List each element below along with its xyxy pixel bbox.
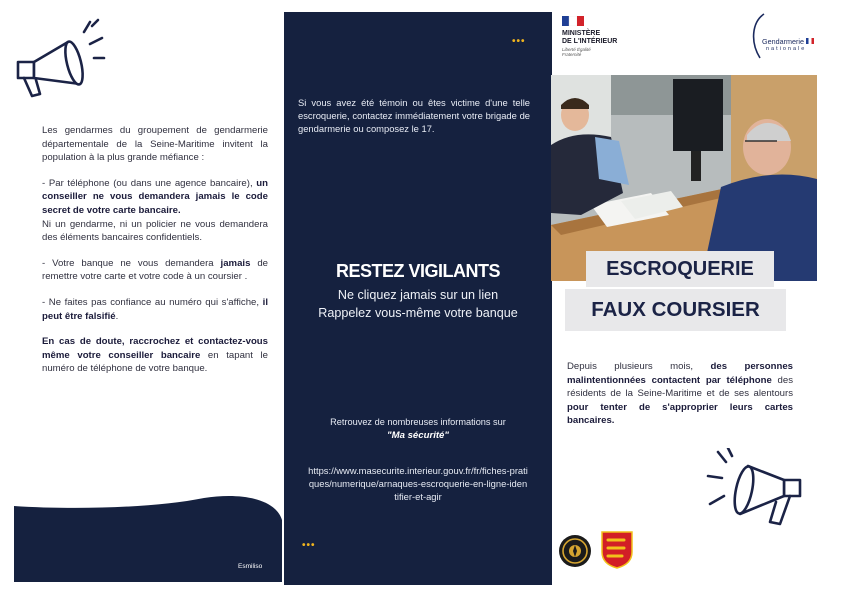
right-body-text: Depuis plusieurs mois, des personnes malintentionnées contactent par téléphone des résidents de la Seine-Maritime et de ses alentours pour tenter de s'approprier leurs cartes bancaires. [567,361,794,427]
gendarmerie-logo [748,12,824,62]
marianne-logo [562,16,584,26]
credit-text: Esmiliso [238,563,263,570]
gendarmerie-name: Gendarmerie [762,37,804,46]
left-number-warning: - Ne faites pas confiance au numéro qui s'affiche, il peut être falsifié. [42,296,268,322]
left-phone-warning: - Par téléphone (ou dans une agence bancaire), un conseiller ne vous demandera jamais le code secret de votre carte bancaire. Ni un gendarme, ni un policier ne vous demandera des éléments bancaires confidentiels. [42,177,268,244]
gendarmerie-subtitle: nationale [766,46,807,52]
left-body-text [42,124,268,388]
middle-info-title: "Ma sécurité" [387,430,449,441]
left-bank-warning: - Votre banque ne vous demandera jamais de remettre votre carte et votre code à un coursier . [42,257,269,283]
title-faux-coursier: FAUX COURSIER [565,289,786,331]
title-escroquerie: ESCROQUERIE [586,251,774,287]
ministry-name: MINISTÈRE DE L'INTÉRIEUR [562,30,618,45]
ministry-logo [558,14,648,70]
middle-intro: Si vous avez été témoin ou êtes victime d'une telle escroquerie, contactez immédiatement votre brigade de gendarmerie ou composez le 17. [298,97,530,135]
dots-top: ••• [512,36,526,47]
left-intro: Les gendarmes du groupement de gendarmerie départementale de la Seine-Maritime invitent la population à la plus grande méfiance : [42,125,268,164]
middle-url-link[interactable]: https://www.masecurite.interieur.gouv.fr/fr/fiches-pratiques/numerique/arnaques-escroquerie-en-ligne-identifier-et-agir [308,465,528,502]
flag-icon [806,38,814,44]
gendarmerie-badge [558,532,592,570]
middle-info-text: Retrouvez de nombreuses informations sur [330,417,506,427]
middle-panel [284,12,552,585]
middle-headline: RESTEZ VIGILANTS [335,261,500,281]
left-doubt-advice: En cas de doute, raccrochez et contactez-vous même votre conseiller bancaire en tapant le numéro de téléphone de votre banque. [42,336,268,375]
ministry-motto: Liberté Égalité Fraternité [562,47,591,57]
dots-bottom: ••• [302,540,316,551]
middle-advice-2: Rappelez vous-même votre banque [318,306,518,320]
middle-advice-1: Ne cliquez jamais sur un lien [337,288,499,302]
normandy-shield [600,530,634,570]
megaphone-icon [10,14,110,102]
megaphone-icon [702,448,812,540]
